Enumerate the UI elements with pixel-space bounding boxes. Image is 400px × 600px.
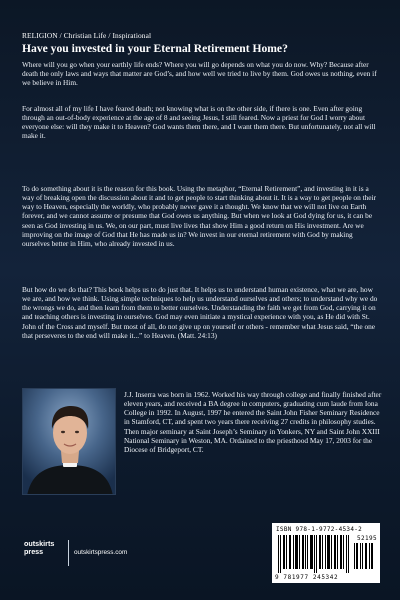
paragraph-2: For almost all of my life I have feared death; not knowing what is on the other side, if there is one. Even after going through an out-of-body experience at the age of 8 and seeing Jesus, I still feared. Now a priest for God I worry about everyone else: will they make it to Heaven? God wants them there, and I want them there. But unfortunately, not all will make it. [22, 104, 376, 141]
isbn-barcode [272, 523, 380, 583]
paragraph-1: Where will you go when your earthly life ends? Where you will go depends on what you do now. Why? Because after death the only laws and ways that matter are God’s, and how well we tried to live by them. God owes us nothing, even if we believe in Him. [22, 60, 377, 88]
paragraph-4: But how do we do that? This book helps us to do just that. It helps us to understand human existence, what we are, how we are, and how we think. Using simple techniques to help us understand ourselves and others; to understand why we do the wrongs we do, and then learn from them to better ourselves. Understanding the faith we get from God, carrying it on and teaching others is investing in ourselves. God may even initiate a mystical experience with you, as He did with St. John of the Cross and myself. But most of all, do not give up on yourself or others - remember what Jesus said, “the one that perseveres to the end will make it...” to Heaven. (Matt. 24:13) [22, 285, 378, 340]
isbn-number: ISBN 978-1-9772-4534-2 [276, 526, 363, 533]
logo-divider [68, 540, 69, 566]
author-bio: J.J. Inserra was born in 1962. Worked his way through college and finally finished after eleven years, and received a BA degree in computers, graduating cum laude from Iona College in 1992. In August, 1997 he entered the Saint John Fisher Seminary Residence in Stamford, CT, and spent two years there receiving 27 credits in philosophy studies. Then major seminary at Saint Joseph’s Seminary in Yonkers, NY and Saint John XXIII National Seminary in Weston, MA. Ordained to the priesthood May 17, 2003 for the Diocese of Bridgeport, CT. [124, 390, 382, 454]
publisher-name-line1: outskirts [24, 539, 55, 548]
paragraph-3: To do something about it is the reason for this book. Using the metaphor, “Eternal Retirement”, and investing in it is a way of breaking open the discussion about it and to get people to start thinking about it. It is a way to get people on their way to Heaven, especially the worldly, who probably never gave it a thought. We know that we will not live on Earth forever, and we cannot assume or presume that God owes us anything. But when we look at God dying for us, it can be seen as God investing in us. We, on our part, must live lives that show Him a good return on His investment. Are we improving on the image of God that He has made us in? We invest in our eternal retirement with God by making ourselves better in Him, who already invested in us. [22, 184, 377, 248]
publisher-name-line2: press [24, 546, 44, 556]
publisher-url: outskirtspress.com [74, 549, 128, 556]
publisher-logo [24, 540, 64, 570]
author-photo [22, 388, 116, 495]
headline: Have you invested in your Eternal Retirement Home? [22, 42, 288, 55]
category-label: RELIGION / Christian Life / Inspirational [22, 31, 152, 40]
price-code: 52195 [356, 535, 377, 542]
ean-number: 9 781977 245342 [275, 574, 339, 581]
author-portrait-image [23, 389, 116, 495]
